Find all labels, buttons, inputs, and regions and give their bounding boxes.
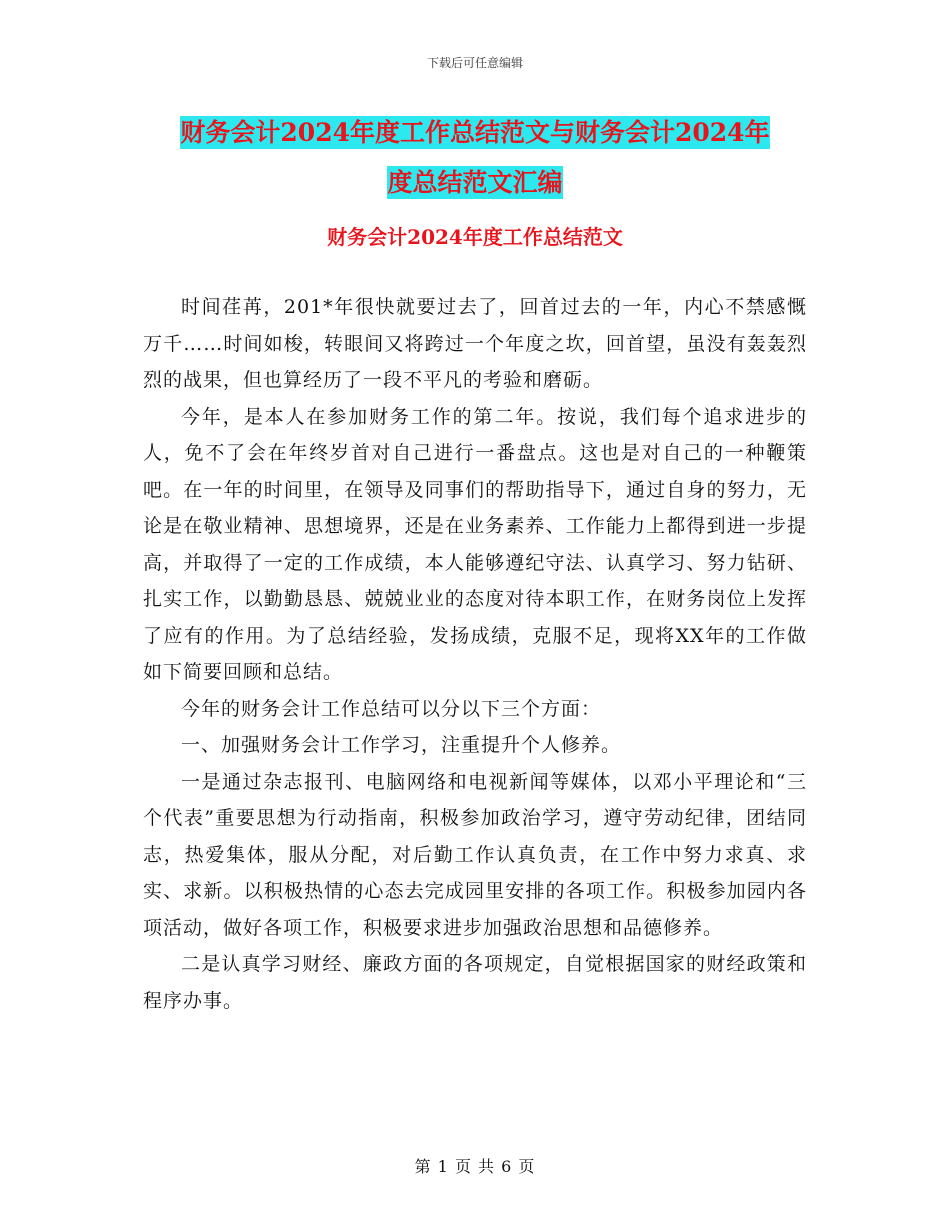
paragraph: 一、加强财务会计工作学习，注重提升个人修养。 (181, 734, 622, 756)
document-title-line-2: 度总结范文汇编 (387, 168, 563, 197)
paragraph: 二是认真学习财经、廉政方面的各项规定，自觉根据国家的财经政策和程序办事。 (143, 953, 807, 1012)
document-title (140, 108, 810, 208)
document-title-line-1: 财务会计2024年度工作总结范文与财务会计2024年 (180, 118, 770, 147)
section-title: 财务会计2024年度工作总结范文 (327, 225, 623, 249)
paragraph: 一是通过杂志报刊、电脑网络和电视新闻等媒体，以邓小平理论和“三个代表”重要思想为行动指南，积极参加政治学习，遵守劳动纪律，团结同志，热爱集体，服从分配，对后勤工作认真负责，在工作中努力求真、求实、求新。以积极热情的心态去完成园里安排的各项工作。积极参加园内各项活动，做好各项工作，积极要求进步加强政治思想和品德修养。 (143, 770, 807, 939)
document-body (143, 289, 807, 1019)
page-number: 第 1 页 共 6 页 (414, 1157, 536, 1176)
paragraph: 今年，是本人在参加财务工作的第二年。按说，我们每个追求进步的人，免不了会在年终岁首对自己进行一番盘点。这也是对自己的一种鞭策吧。在一年的时间里，在领导及同事们的帮助指导下，通过自身的努力，无论是在敬业精神、思想境界，还是在业务素养、工作能力上都得到进一步提高，并取得了一定的工作成绩，本人能够遵纪守法、认真学习、努力钻研、扎实工作，以勤勤恳恳、兢兢业业的态度对待本职工作，在财务岗位上发挥了应有的作用。为了总结经验，发扬成绩，克服不足，现将XX年的工作做如下简要回顾和总结。 (143, 405, 807, 683)
paragraph: 时间荏苒，201*年很快就要过去了，回首过去的一年，内心不禁感慨万千……时间如梭，转眼间又将跨过一个年度之坎，回首望，虽没有轰轰烈烈的战果，但也算经历了一段不平凡的考验和磨砺。 (143, 296, 807, 391)
paragraph: 今年的财务会计工作总结可以分以下三个方面： (181, 697, 602, 720)
header-note: 下载后可任意编辑 (426, 56, 523, 70)
